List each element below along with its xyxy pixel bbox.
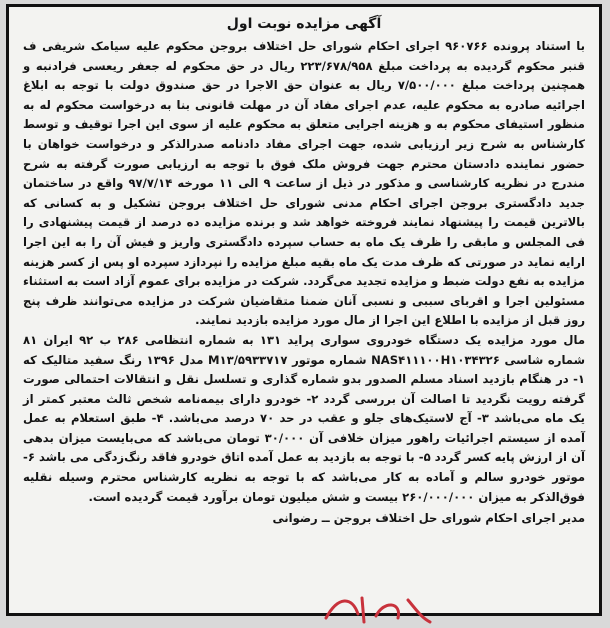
notice-signature: مدیر اجرای احکام شورای حل اختلاف بروجن ــ رضوانی	[272, 511, 585, 526]
notice-paragraph-property: مال مورد مزایده یک دستگاه خودروی سواری پراید ۱۳۱ به شماره انتظامی ۲۸۶ ب ۹۲ ایران ۸۱ شماره شاسی NAS۴۱۱۱۰۰H۱۰۳۴۳۲۶ شماره موتور M۱۳/۵۹۳۳۷۱۷ مدل ۱۳۹۶ رنگ سفید متالیک که ۱- در هنگام بازدید اسناد مسلم الصدور بدو شماره گذاری و تسلسل نقل و انتقالات احتمالی صورت گرفته رویت نگردید تا اصالت آن بررسی گردد ۲- خودرو دارای بیمه‌نامه شخص ثالث معتبر کمتر از یک ماه می‌باشد ۳- آج لاستیک‌های جلو و عقب در حد ۷۰ درصد می‌باشد. ۴- طبق استعلام به عمل آمده از سیستم اجرائیات راهور میزان خلافی آن ۳۰/۰۰۰ تومان می‌باشد که می‌بایست میزان بدهی آن از ارزش پایه کسر گردد ۵- با توجه به بازدید به عمل آمده اتاق خودرو فاقد رنگ‌زدگی می باشد ۶- موتور خودرو سالم و آماده به کار می‌باشد که با توجه به نظریه کارشناس محترم وسیله نقلیه فوق‌الذکر به میزان ۲۶۰/۰۰۰/۰۰۰ بیست و شش میلیون تومان برآورد قیمت گردیده است.	[23, 332, 586, 504]
handwritten-stamp-mark	[318, 588, 438, 628]
notice-title: آگهی مزایده نوبت اول	[226, 16, 382, 32]
notice-body	[9, 7, 599, 535]
notice-frame	[6, 4, 602, 616]
notice-paragraph-main: با استناد پرونده ۹۶۰۷۶۶ اجرای احکام شورای حل اختلاف بروجن محکوم علیه سیامک شریفی ف قنبر محکوم گردیده به پرداخت مبلغ ۲۲۳/۶۷۸/۹۵۸ ریال در حق محکوم له جعفر ریعسی فرادنبه و همچنین پرداخت مبلغ ۷/۵۰۰/۰۰۰ ریال به عنوان حق الاجرا در حق صندوق دولت با توجه به ابلاغ اجرائیه صادره به محکوم علیه، عدم اجرای مفاد آن در مهلت قانونی بنا به درخواست محکوم له به منظور استیفای محکوم به و هزینه اجرایی متعلق به محکوم علیه از سوی این اجرا توقیف و توسط کارشناس به شرح زیر ارزیابی شده، جهت اجرای مفاد دادنامه صدرالذکر و درخواست خواهان با حضور نماینده دادستان محترم جهت فروش ملک فوق با توجه به ارزیابی صورت گرفته به شرح مندرج در نظریه کارشناسی و مذکور در ذیل از ساعت ۹ الی ۱۱ مورخه ۹۷/۷/۱۴ واقع در ساختمان جدید دادگستری بروجن اجرای احکام مدنی شورای حل اختلاف بروجن تشکیل و به کسانی که بالاترین قیمت را پیشنهاد نمایند فروخته خواهد شد و برنده مزایده ده درصد از قیمت پیشنهادی را فی المجلس و مابقی را ظرف یک ماه به حساب سپرده دادگستری واریز و فیش آن را به این اجرا ارایه نماید در صورتی که ظرف مدت یک ماه بقیه مبلغ مزایده را نپردازد سپرده او پس از کسر هزینه مزایده به نفع دولت ضبط و مزایده تجدید می‌گردد. شرکت در مزایده برای عموم آزاد است به استثناء مسئولین اجرا و اقربای سببی و نسبی آنان ضمنا متقاضیان شرکت در مزایده می‌توانند ظرف پنج روز قبل از مزایده با اطلاع این اجرا از مال مورد مزایده بازدید نمایند.	[23, 39, 585, 328]
